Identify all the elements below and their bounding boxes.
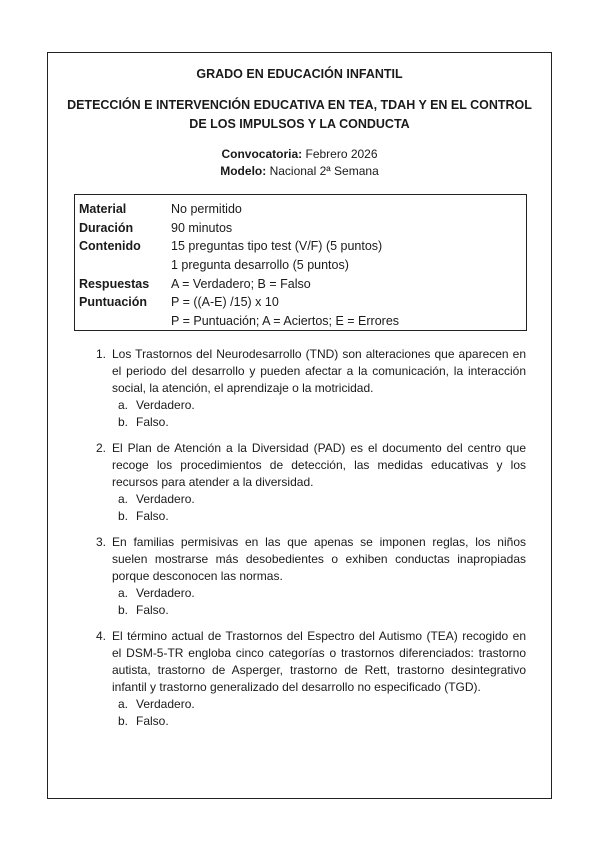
info-row-contenido — [79, 237, 526, 256]
question-item — [84, 440, 526, 524]
option-text: Verdadero. — [136, 586, 195, 600]
option-letter: b. — [118, 602, 129, 617]
question-number: 3. — [95, 535, 106, 549]
degree-title: GRADO EN EDUCACIÓN INFANTIL — [196, 67, 403, 81]
option-b — [118, 414, 526, 431]
option-text: Verdadero. — [136, 492, 195, 506]
question-text: El término actual de Trastornos del Espectro del Autismo (TEA) recogido en el DSM-5-TR engloba cinco categorías o trastornos diferenciados: trastorno autista, trastorno de Asperger, trastorno de Rett, trastorno desintegrativo infantil y trastorno generalizado del desarrollo no especificado (TGD). — [112, 629, 526, 694]
option-text: Falso. — [136, 508, 169, 523]
question-number: 2. — [95, 441, 106, 455]
question-list — [84, 346, 526, 739]
question-text: El Plan de Atención a la Diversidad (PAD) es el documento del centro que recoge los procedimientos de detección, las medidas educativas y los recursos para atender a la diversidad. — [112, 441, 526, 489]
info-row-contenido-cont — [79, 256, 526, 275]
info-value: 15 preguntas tipo test (V/F) (5 puntos) — [171, 239, 383, 254]
option-b — [118, 508, 526, 525]
option-a — [118, 585, 526, 602]
option-b — [118, 602, 526, 619]
info-key: Duración — [79, 220, 134, 235]
question-number: 1. — [95, 347, 106, 361]
question-item — [84, 534, 526, 618]
info-value: A = Verdadero; B = Falso — [171, 276, 311, 291]
option-letter: a. — [118, 586, 129, 600]
option-a — [118, 491, 526, 508]
option-letter: b. — [118, 713, 129, 728]
question-text: Los Trastornos del Neurodesarrollo (TND) son alteraciones que aparecen en el periodo del desarrollo y pueden afectar a la comunicación, la interacción social, la atención, el aprendizaje o la motricidad. — [112, 347, 526, 395]
info-value: 90 minutos — [171, 220, 233, 235]
option-letter: a. — [118, 492, 129, 506]
option-text: Falso. — [136, 713, 169, 728]
option-text: Falso. — [136, 602, 169, 617]
question-text: En familias permisivas en las que apenas se imponen reglas, los niños suelen mostrarse más desobedientes o exhiben conductas inapropiadas porque desconocen las normas. — [112, 535, 526, 583]
subject-title: DETECCIÓN E INTERVENCIÓN EDUCATIVA EN TEA, TDAH Y EN EL CONTROL DE LOS IMPULSOS Y LA CONDUCTA — [67, 98, 532, 131]
info-value: No permitido — [171, 202, 242, 216]
info-value: P = Puntuación; A = Aciertos; E = Errores — [171, 314, 400, 329]
option-letter: b. — [118, 414, 129, 429]
option-text: Verdadero. — [136, 398, 195, 412]
info-row-material — [79, 200, 526, 219]
option-text: Falso. — [136, 414, 169, 429]
info-row-puntuacion — [79, 293, 526, 312]
option-letter: b. — [118, 508, 129, 523]
modelo-line — [48, 163, 551, 180]
info-key-empty — [79, 256, 171, 275]
option-letter: a. — [118, 697, 129, 711]
question-item — [84, 628, 526, 729]
info-row-puntuacion-cont — [79, 312, 526, 331]
info-row-respuestas — [79, 275, 526, 294]
exam-page-frame — [47, 52, 552, 799]
info-key: Puntuación — [79, 295, 148, 310]
question-item — [84, 346, 526, 430]
option-b — [118, 713, 526, 730]
option-a — [118, 397, 526, 414]
option-letter: a. — [118, 398, 129, 412]
option-a — [118, 696, 526, 713]
info-key: Material — [79, 202, 127, 216]
convocatoria-line — [48, 146, 551, 163]
info-key: Contenido — [79, 239, 141, 254]
convocatoria-label: Convocatoria: — [221, 147, 303, 161]
modelo-label: Modelo: — [220, 164, 267, 178]
convocatoria-value: Febrero 2026 — [305, 147, 378, 161]
info-value: 1 pregunta desarrollo (5 puntos) — [171, 258, 349, 273]
info-row-duracion — [79, 219, 526, 238]
exam-info-box — [74, 194, 527, 331]
option-text: Verdadero. — [136, 697, 195, 711]
info-value: P = ((A-E) /15) x 10 — [171, 295, 279, 310]
question-number: 4. — [95, 629, 106, 643]
info-key: Respuestas — [79, 276, 150, 291]
exam-meta — [48, 146, 551, 180]
info-key-empty — [79, 312, 171, 331]
modelo-value: Nacional 2ª Semana — [269, 164, 379, 178]
